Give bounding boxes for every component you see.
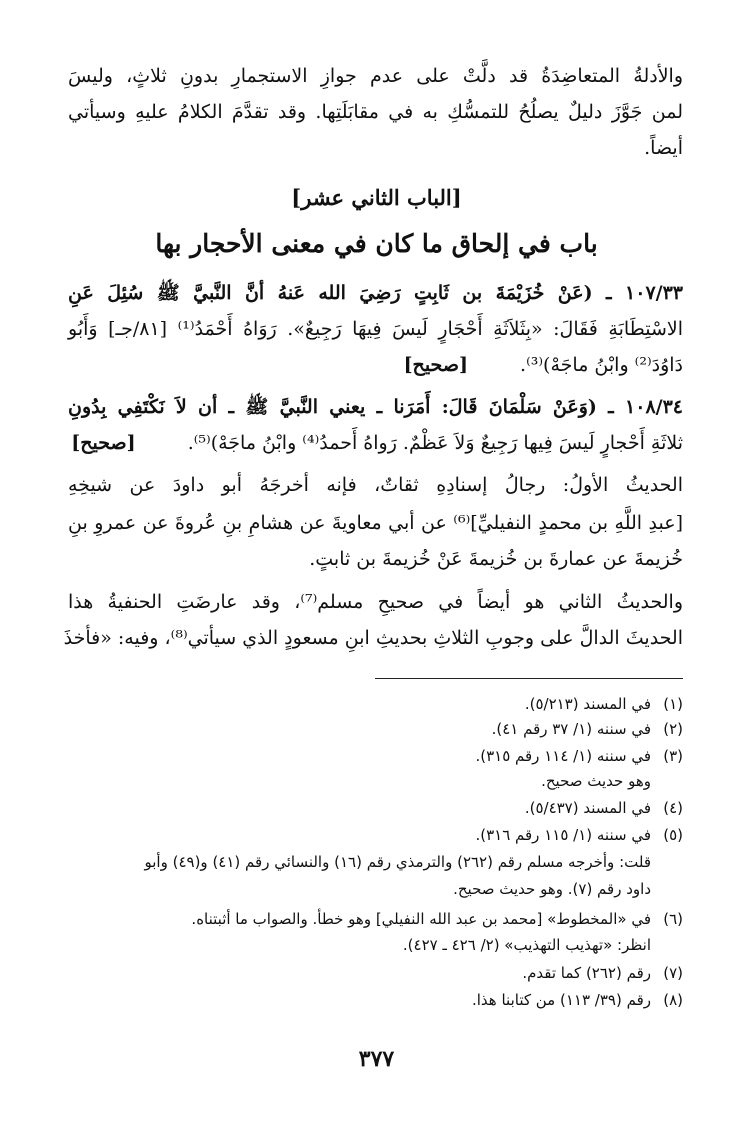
hadith-108-line-1: ١٠٨/٣٤ ـ (وَعَنْ سَلْمَانَ قَالَ: أَمَرَنا ـ يعني النَّبيَّ ﷺ ـ أن لاَ نَكْتَفِي بِدُونِ <box>68 396 683 418</box>
footnote: (٨)رقم (٣٩/ ١١٣) من كتابنا هذا. <box>472 991 683 1009</box>
footnote: (٥)في سننه (١/ ١١٥ رقم ٣١٦). <box>475 826 683 844</box>
intro-line-1: والأدلةُ المتعاضِدَةُ قد دلَّتْ على عدم جوازِ الاستجمارِ بدونِ ثلاثٍ، وليسَ <box>68 65 683 87</box>
footnote: (٤)في المسند (٥/٤٣٧). <box>524 799 683 817</box>
footnote: (٦)في «المخطوط» [محمد بن عبد الله النفيلي] وهو خطأ. والصواب ما أثبتناه. <box>191 910 683 928</box>
footnote-continuation: داود رقم (٧). وهو حديث صحيح. <box>453 880 651 898</box>
hadith-108-line-2 <box>68 429 683 457</box>
commentary-p2-line-1: والحديثُ الثاني هو أيضاً في صحيحِ مسلم⁽⁷⁾، وقد عارضَتِ الحنفيةُ هذا <box>68 591 683 613</box>
footnote-continuation: انظر: «تهذيب التهذيب» (٢/ ٤٢٦ ـ ٤٢٧). <box>402 936 651 954</box>
intro-line-3: أيضاً. <box>644 137 683 159</box>
footnote-separator <box>375 678 683 679</box>
intro-line-2: لمن جَوَّزَ دليلٌ يصلُحُ للتمسُّكِ به في مقابَلَتِها. وقد تقدَّمَ الكلامُ عليهِ وسيأتي <box>68 101 683 123</box>
commentary-p1-line-1: الحديثُ الأولُ: رجالُ إسنادِهِ ثقاتٌ، فإنه أخرجَهُ أبو داودَ عن شيخِهِ <box>68 474 683 496</box>
footnote: (٢)في سننه (١/ ٣٧ رقم ٤١). <box>491 720 683 738</box>
commentary-p1-line-3: خُزيمةَ عن عمارةَ بن خُزيمةَ عَنْ خُزيمةَ بن ثابتٍ. <box>309 548 683 570</box>
hadith-107-line-1: ١٠٧/٣٣ ـ (عَنْ خُزَيْمَةَ بن ثَابِتٍ رَضِيَ الله عَنهُ أنَّ النَّبيَّ ﷺ سُئِلَ عَنِ <box>68 282 683 304</box>
chapter-number-heading: [الباب الثاني عشر] <box>291 185 462 210</box>
footnote: (١)في المسند (٥/٢١٣). <box>524 695 683 713</box>
hadith-107-line-2: الاسْتِطَابَةِ فَقَالَ: «بِثَلاَثَةِ أَحْجَارٍ لَيسَ فِيهَا رَجِيعٌ». رَوَاهُ أَحْمَدُ⁽¹⁾ [٨١/جـ] وَأَبُو <box>68 318 683 340</box>
footnote: (٧)رقم (٢٦٢) كما تقدم. <box>522 964 683 982</box>
hadith-107-line-3 <box>68 351 683 379</box>
hadith-107-grade: [صحيح] <box>403 354 468 376</box>
footnote-continuation: قلت: وأخرجه مسلم رقم (٢٦٢) والترمذي رقم (١٦) والنسائي رقم (٤١) و(٤٩) وأبو <box>144 853 651 871</box>
commentary-p2-line-2: الحديثَ الدالَّ على وجوبِ الثلاثِ بحديثِ ابنِ مسعودٍ الذي سيأتي⁽⁸⁾، وفيه: «فأخذَ <box>63 627 683 649</box>
footnote: (٣)في سننه (١/ ١١٤ رقم ٣١٥). <box>475 747 683 765</box>
commentary-p1-line-2: [عبدِ اللَّهِ بن محمدٍ النفيليِّ]⁽⁶⁾ عن أبي معاويةَ عن هشامِ بنِ عُروةَ عن عمروِ بنِ <box>68 512 683 534</box>
hadith-108-grade: [صحيح] <box>71 432 136 454</box>
page-number: ٣٧٧ <box>358 1046 395 1072</box>
footnote-continuation: وهو حديث صحيح. <box>541 772 651 790</box>
hadith-108-text-end: ثلاثَةِ أَحْجارٍ لَيسَ فِيها رَجِيعٌ وَلاَ عَظْمٌ. رَواهُ أَحمدُ⁽⁴⁾ وابْنُ ماجَهْ)⁽⁵⁾. <box>187 432 683 454</box>
chapter-title: باب في إلحاق ما كان في معنى الأحجار بها <box>155 229 598 258</box>
hadith-107-text-end: دَاوُدَ⁽²⁾ وابْنُ ماجَهْ)⁽³⁾. <box>520 354 683 376</box>
